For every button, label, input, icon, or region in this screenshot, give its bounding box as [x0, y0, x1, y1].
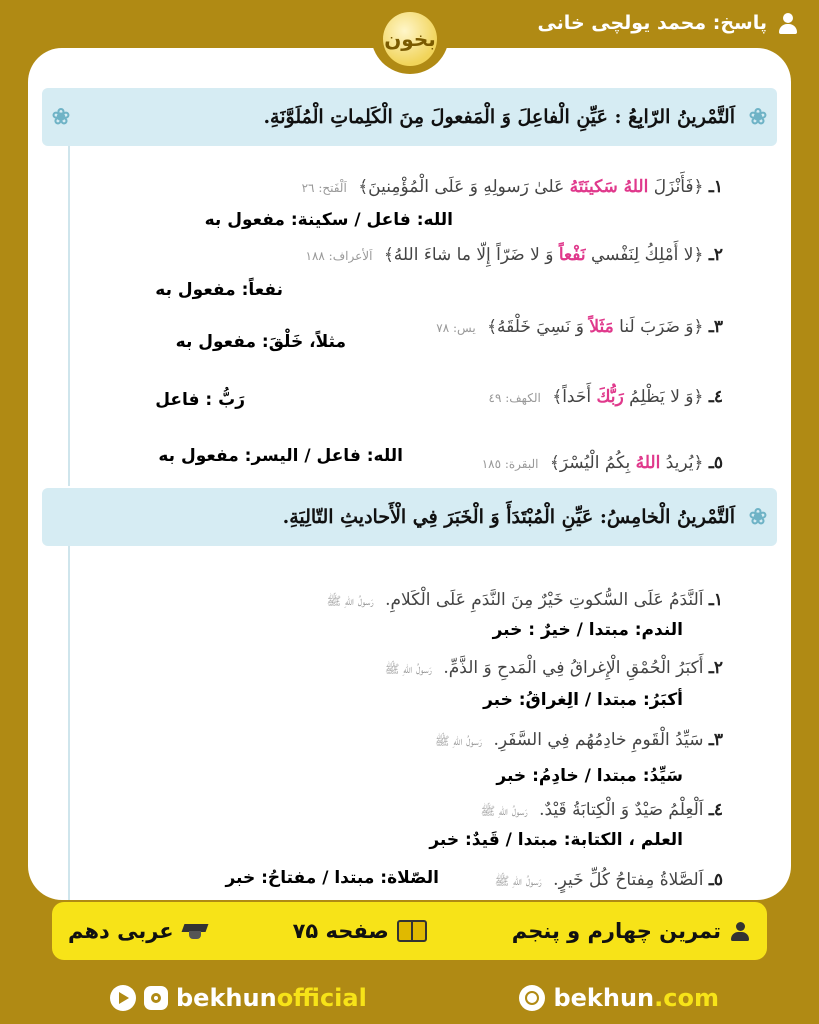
instagram-icon[interactable] [144, 986, 168, 1010]
exercise-5-item: ١ـ اَلنَّدَمُ عَلَى السُّكوتِ خَيْرٌ مِنَ النَّدَمِ عَلَى الْكَلامِ. رَسولُ اللهِ ﷺ [326, 590, 723, 610]
exercise-5-answer: العلم ، الکتابة: مبتدا / قَیدٌ: خبر [429, 830, 683, 850]
divider-line [68, 146, 70, 486]
flower-ornament-icon: ❀ [748, 104, 768, 130]
exercise-5-title: اَلتَّمْرينُ الْخامِسُ: عَيِّنِ الْمُبْتَدَأَ وَ الْخَبَرَ فِي الْأَحاديثِ التّالِيَةِ. [282, 506, 735, 528]
social-handle[interactable] [110, 984, 367, 1012]
exercise-4-answer: مثلاً، خَلْقَ: مفعول به [175, 332, 346, 352]
flower-ornament-icon: ❀ [51, 104, 71, 130]
exercise-4-item: ٢ـ ﴿لا أَمْلِكُ لِنَفْسي نَفْعاً وَ لا ضَرّاً إِلّا ما شاءَ اللهُ﴾ اَلأعراف: ١٨٨ [305, 245, 723, 265]
globe-icon [519, 985, 545, 1011]
exercise-4-item: ٤ـ ﴿وَ لا يَظْلِمُ رَبُّكَ أَحَداً﴾ الكهف: ٤٩ [488, 387, 723, 407]
user-icon [777, 12, 799, 34]
banner-subject: عربی دهم [68, 919, 174, 943]
flower-ornament-icon: ❀ [748, 504, 768, 530]
exercise-4-answer: الله: فاعل / سکینة: مفعول به [204, 210, 453, 230]
exercise-5-answer: أکبَرُ: مبتدا / الِغراقُ: خبر [483, 690, 683, 710]
telegram-icon[interactable] [110, 985, 136, 1011]
exercise-5-item: ٢ـ أَكبَرُ الْحُمْقِ الْإِغراقُ فِي الْمَدحِ وَ الذَّمِّ. رَسولُ اللهِ ﷺ [384, 658, 723, 678]
answer-author [537, 8, 799, 38]
banner-page-group [293, 919, 427, 943]
exercise-4-item: ٥ـ ﴿يُريدُ اللهُ بِكُمُ الْيُسْرَ﴾ البقرة: ١٨٥ [481, 453, 723, 473]
student-icon [729, 920, 751, 942]
exercise-5-answer: الصّلاة: مبتدا / مفتاحُ: خبر [225, 868, 439, 888]
graduation-cap-icon [182, 921, 208, 941]
exercise-4-item: ٣ـ ﴿وَ ضَرَبَ لَنا مَثَلاً وَ نَسِيَ خَلْقَهُ﴾ يس: ٧٨ [436, 317, 723, 337]
banner-page: صفحه ۷۵ [292, 919, 389, 943]
book-icon [397, 920, 427, 942]
exercise-4-header [42, 88, 777, 146]
exercise-5-item: ٥ـ اَلصَّلاةُ مِفتاحُ كُلِّ خَيرٍ. رَسولُ اللهِ ﷺ [494, 870, 723, 890]
exercise-5-answer: الندم: مبتدا / خیرٌ : خبر [492, 620, 683, 640]
exercise-4-title: اَلتَّمْرينُ الرّابِعُ : عَيِّنِ الْفاعِلَ وَ الْمَفعولَ مِنَ الْكَلِماتِ الْمُلَوَّنَةِ. [263, 106, 735, 128]
social-handle-text[interactable]: bekhunofficial [176, 984, 367, 1012]
website-text[interactable]: bekhun.com [553, 984, 719, 1012]
content-card [28, 48, 791, 900]
banner-title-group [512, 919, 751, 943]
exercise-4-item: ١ـ ﴿فَأَنْزَلَ اللهُ سَكينَتَهُ عَلىٰ رَسولِهِ وَ عَلَى الْمُؤْمِنينَ﴾ اَلْفَتح: ٢٦ [301, 177, 723, 197]
footer [0, 972, 819, 1024]
banner-subject-group [68, 919, 208, 943]
banner-title: تمرین چهارم و پنجم [511, 919, 721, 943]
exercise-5-item: ٣ـ سَيِّدُ الْقَومِ خادِمُهُم فِي السَّفَرِ. رَسولُ اللهِ ﷺ [435, 730, 723, 750]
exercise-4-answer: رَبُّ : فاعل [155, 390, 245, 410]
exercise-5-header [42, 488, 777, 546]
divider-line [68, 546, 70, 900]
exercise-4-answer: نفعاً: مفعول به [155, 280, 283, 300]
exercise-4-answer: الله: فاعل / الیسر: مفعول به [158, 446, 403, 466]
answer-author-label: پاسخ: محمد یولچی خانی [537, 12, 767, 34]
website-link[interactable] [519, 984, 719, 1012]
lesson-banner [52, 902, 767, 960]
logo-mark: بخون [383, 12, 437, 66]
exercise-5-answer: سَیِّدُ: مبتدا / خادِمُ: خبر [496, 766, 683, 786]
exercise-5-item: ٤ـ اَلْعِلْمُ صَيْدٌ وَ الْكِتابَةُ قَيْدٌ. رَسولُ اللهِ ﷺ [480, 800, 723, 820]
